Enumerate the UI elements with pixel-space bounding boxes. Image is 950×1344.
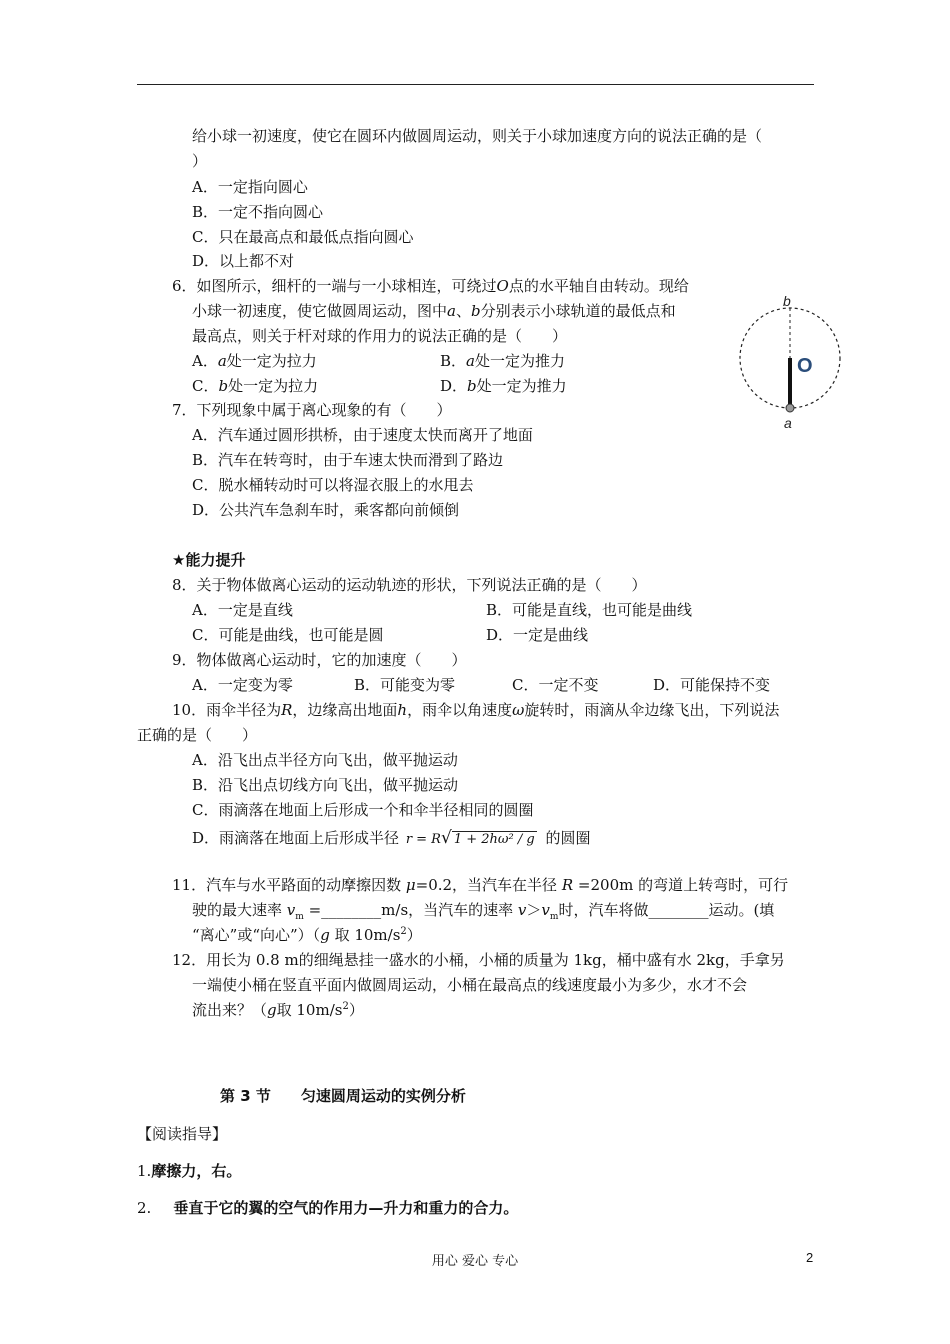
q12-line1: 12．用长为 0.8 m的细绳悬挂一盛水的小桶，小桶的质量为 1kg，桶中盛有水 2kg，手拿另	[172, 951, 785, 969]
q9-option-d: D．可能保持不变	[653, 676, 771, 694]
q5-option-c: C．只在最高点和最低点指向圆心	[192, 228, 414, 246]
q5-option-d: D．以上都不对	[192, 252, 295, 270]
q7-stem: 7．下列现象中属于离心现象的有（ ）	[172, 401, 452, 419]
q10-radius-formula: r = R√ 1 + 2hω² / g	[405, 828, 535, 848]
header-rule	[137, 84, 814, 85]
q7-option-c: C．脱水桶转动时可以将湿衣服上的水甩去	[192, 476, 474, 494]
ball	[786, 404, 794, 412]
answer-2: 2. 垂直于它的翼的空气的作用力—升力和重力的合力。	[137, 1199, 519, 1217]
q8-option-a: A．一定是直线	[192, 601, 293, 619]
label-b: b	[783, 293, 791, 309]
q8-stem: 8．关于物体做离心运动的运动轨迹的形状，下列说法正确的是（ ）	[172, 576, 647, 594]
q10-option-b: B．沿飞出点切线方向飞出，做平抛运动	[192, 776, 459, 794]
q8-option-b: B．可能是直线，也可能是曲线	[486, 601, 693, 619]
q8-option-d: D．一定是曲线	[486, 626, 589, 644]
q5-stem-close: ）	[192, 152, 208, 170]
q6-option-d: D．b处一定为推力	[440, 377, 567, 395]
q6-line3: 最高点，则关于杆对球的作用力的说法正确的是（ ）	[192, 327, 568, 345]
q9-stem: 9．物体做离心运动时，它的加速度（ ）	[172, 651, 467, 669]
q11-line1: 11．汽车与水平路面的动摩擦因数 μ=0.2，当汽车在半径 R =200m 的弯道上转弯时，可行	[172, 876, 789, 894]
q10-line1: 10．雨伞半径为R，边缘高出地面h，雨伞以角速度ω旋转时，雨滴从伞边缘飞出，下列说法	[172, 701, 780, 719]
q11-line3: “离心”或“向心”）（g 取 $10m/s^2$）	[192, 926, 422, 944]
q8-option-c: C．可能是曲线，也可能是圆	[192, 626, 384, 644]
q5-option-b: B．一定不指向圆心	[192, 203, 324, 221]
q6-option-a: A．a处一定为拉力	[192, 352, 317, 370]
q9-option-a: A．一定变为零	[192, 676, 293, 694]
q12-line2: 一端使小桶在竖直平面内做圆周运动，小桶在最高点的线速度最小为多少，水才不会	[192, 976, 748, 994]
q12-line3: 流出来？（g取 $10m/s^2$）	[192, 1001, 364, 1019]
q11-line2: 驶的最大速率 $v_m$ =________m/s，当汽车的速率 $v>v_m$时，汽车将做________运动。(填	[192, 901, 775, 922]
q6-line1: 6．如图所示，细杆的一端与一小球相连，可绕过O点的水平轴自由转动。现给	[172, 277, 689, 295]
section3-title: 第 3 节 匀速圆周运动的实例分析	[220, 1087, 466, 1105]
label-a: a	[784, 415, 792, 431]
q7-option-d: D．公共汽车急刹车时，乘客都向前倾倒	[192, 501, 460, 519]
q5-stem: 给小球一初速度，使它在圆环内做圆周运动，则关于小球加速度方向的说法正确的是（	[192, 127, 763, 145]
q5-option-a: A．一定指向圆心	[192, 178, 308, 196]
label-o: O	[797, 355, 813, 377]
q6-circle-rod-figure	[732, 292, 852, 432]
q7-option-a: A．汽车通过圆形拱桥，由于速度太快而离开了地面	[192, 426, 533, 444]
page-number: 2	[806, 1250, 814, 1265]
q9-option-c: C．一定不变	[512, 676, 599, 694]
reading-guide-heading: 【阅读指导】	[137, 1125, 228, 1143]
page-footer: 用心 爱心 专心	[431, 1254, 519, 1269]
q10-line2: 正确的是（ ）	[137, 726, 258, 744]
q10-option-a: A．沿飞出点半径方向飞出，做平抛运动	[192, 751, 458, 769]
q9-option-b: B．可能变为零	[354, 676, 456, 694]
answer-1: 1.摩擦力，右。	[137, 1162, 242, 1180]
q10-option-c: C．雨滴落在地面上后形成一个和伞半径相同的圆圈	[192, 801, 534, 819]
section-ability-heading: ★能力提升	[172, 551, 246, 569]
q6-option-b: B．a处一定为推力	[440, 352, 565, 370]
q10-option-d: D．雨滴落在地面上后形成半径 r = R√ 1 + 2hω² / g 的圆圈	[192, 828, 591, 848]
q7-option-b: B．汽车在转弯时，由于车速太快而滑到了路边	[192, 451, 504, 469]
q6-line2: 小球一初速度，使它做圆周运动，图中a、b分别表示小球轨道的最低点和	[192, 302, 676, 320]
q6-option-c: C．b处一定为拉力	[192, 377, 319, 395]
